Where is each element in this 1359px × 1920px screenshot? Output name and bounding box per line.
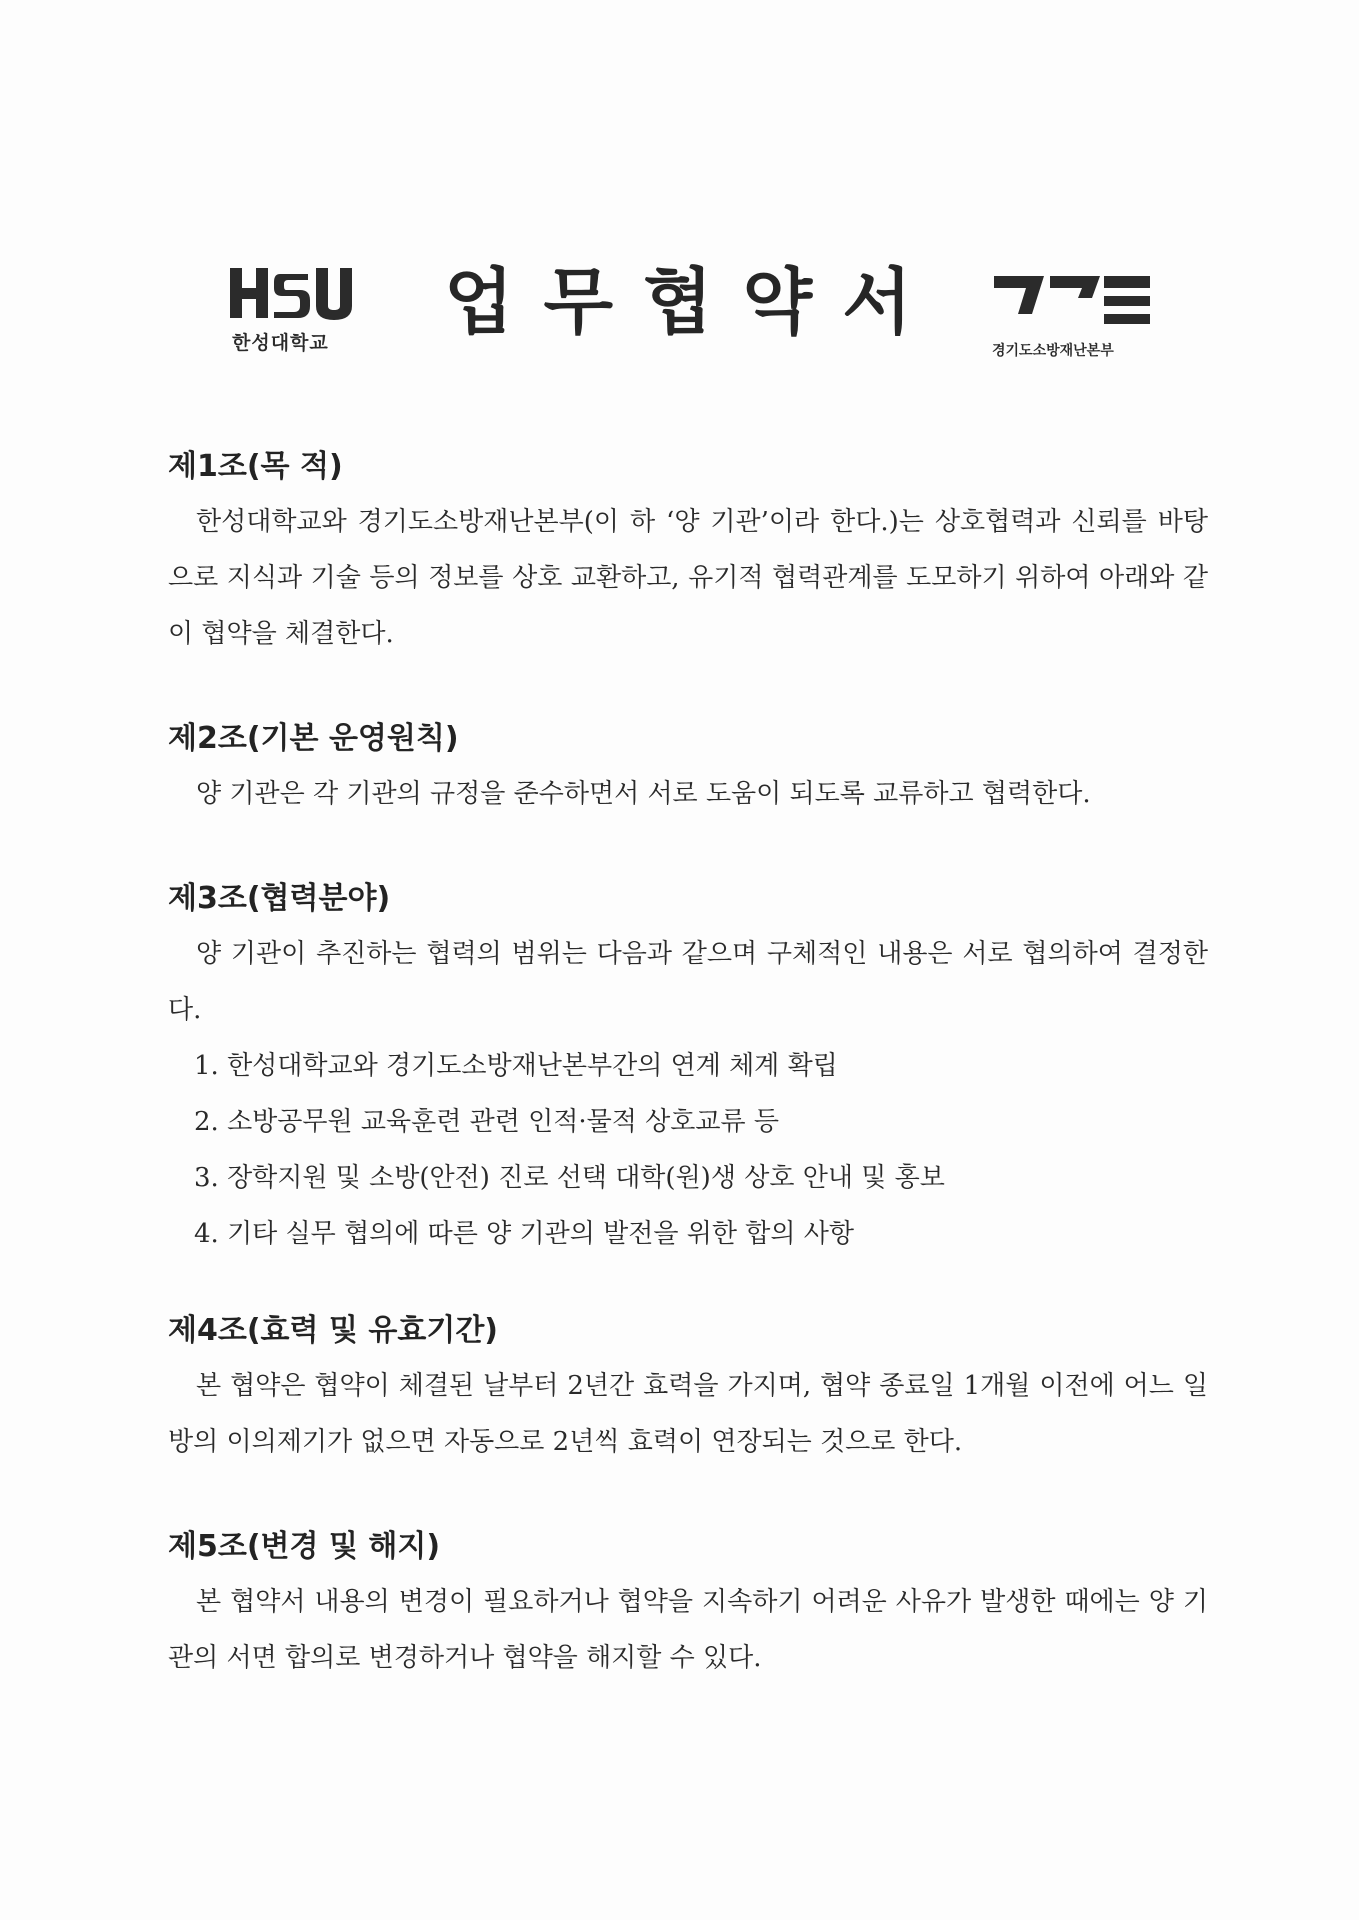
fire-department-logo-mark-icon	[992, 268, 1152, 330]
list-item: 2. 소방공무원 교육훈련 관련 인적·물적 상호교류 등	[194, 1107, 779, 1137]
article-title: 제2조(기본 운영원칙)	[168, 721, 459, 756]
article-2	[168, 721, 1208, 822]
article-title: 제3조(협력분야)	[168, 881, 391, 916]
hansung-university-caption: 한성대학교	[232, 332, 329, 354]
article-paragraph: 양 기관이 추진하는 협력의 범위는 다음과 같으며 구체적인 내용은 서로 협의하여 결정한다.	[168, 939, 1208, 1025]
article-4	[168, 1313, 1208, 1470]
gyeonggi-fire-caption: 경기도소방재난본부	[992, 343, 1114, 359]
article-paragraph: 본 협약은 협약이 체결된 날부터 2년간 효력을 가지며, 협약 종료일 1개월 이전에 어느 일방의 이의제기가 없으면 자동으로 2년씩 효력이 연장되는 것으로 한다.	[168, 1371, 1208, 1457]
article-3	[168, 881, 1208, 1262]
list-item: 3. 장학지원 및 소방(안전) 진로 선택 대학(원)생 상호 안내 및 홍보	[194, 1163, 945, 1193]
article-paragraph: 본 협약서 내용의 변경이 필요하거나 협약을 지속하기 어려운 사유가 발생한 때에는 양 기관의 서면 합의로 변경하거나 협약을 해지할 수 있다.	[168, 1587, 1208, 1673]
article-title: 제5조(변경 및 해지)	[168, 1529, 441, 1564]
article-paragraph: 양 기관은 각 기관의 규정을 준수하면서 서로 도움이 되도록 교류하고 협력한다.	[196, 779, 1091, 809]
article-title: 제4조(효력 및 유효기간)	[168, 1313, 499, 1348]
article-paragraph: 한성대학교와 경기도소방재난본부(이 하 ‘양 기관’이라 한다.)는 상호협력과 신뢰를 바탕으로 지식과 기술 등의 정보를 상호 교환하고, 유기적 협력관계를 도모하기 위하여 아래와 같이 협약을 체결한다.	[168, 507, 1208, 649]
hansung-university-logo	[230, 262, 360, 362]
gyeonggi-fire-logo	[992, 268, 1152, 358]
cooperation-items-list	[168, 1038, 1208, 1262]
article-5	[168, 1529, 1208, 1686]
document-title: 업무협약서	[444, 260, 942, 344]
document-header	[230, 262, 1150, 362]
article-1	[168, 449, 1208, 662]
list-item: 4. 기타 실무 협의에 따른 양 기관의 발전을 위한 합의 사항	[194, 1219, 855, 1249]
article-title: 제1조(목 적)	[168, 449, 343, 484]
hsu-logo-mark-icon	[230, 262, 356, 324]
list-item: 1. 한성대학교와 경기도소방재난본부간의 연계 체계 확립	[194, 1051, 838, 1081]
